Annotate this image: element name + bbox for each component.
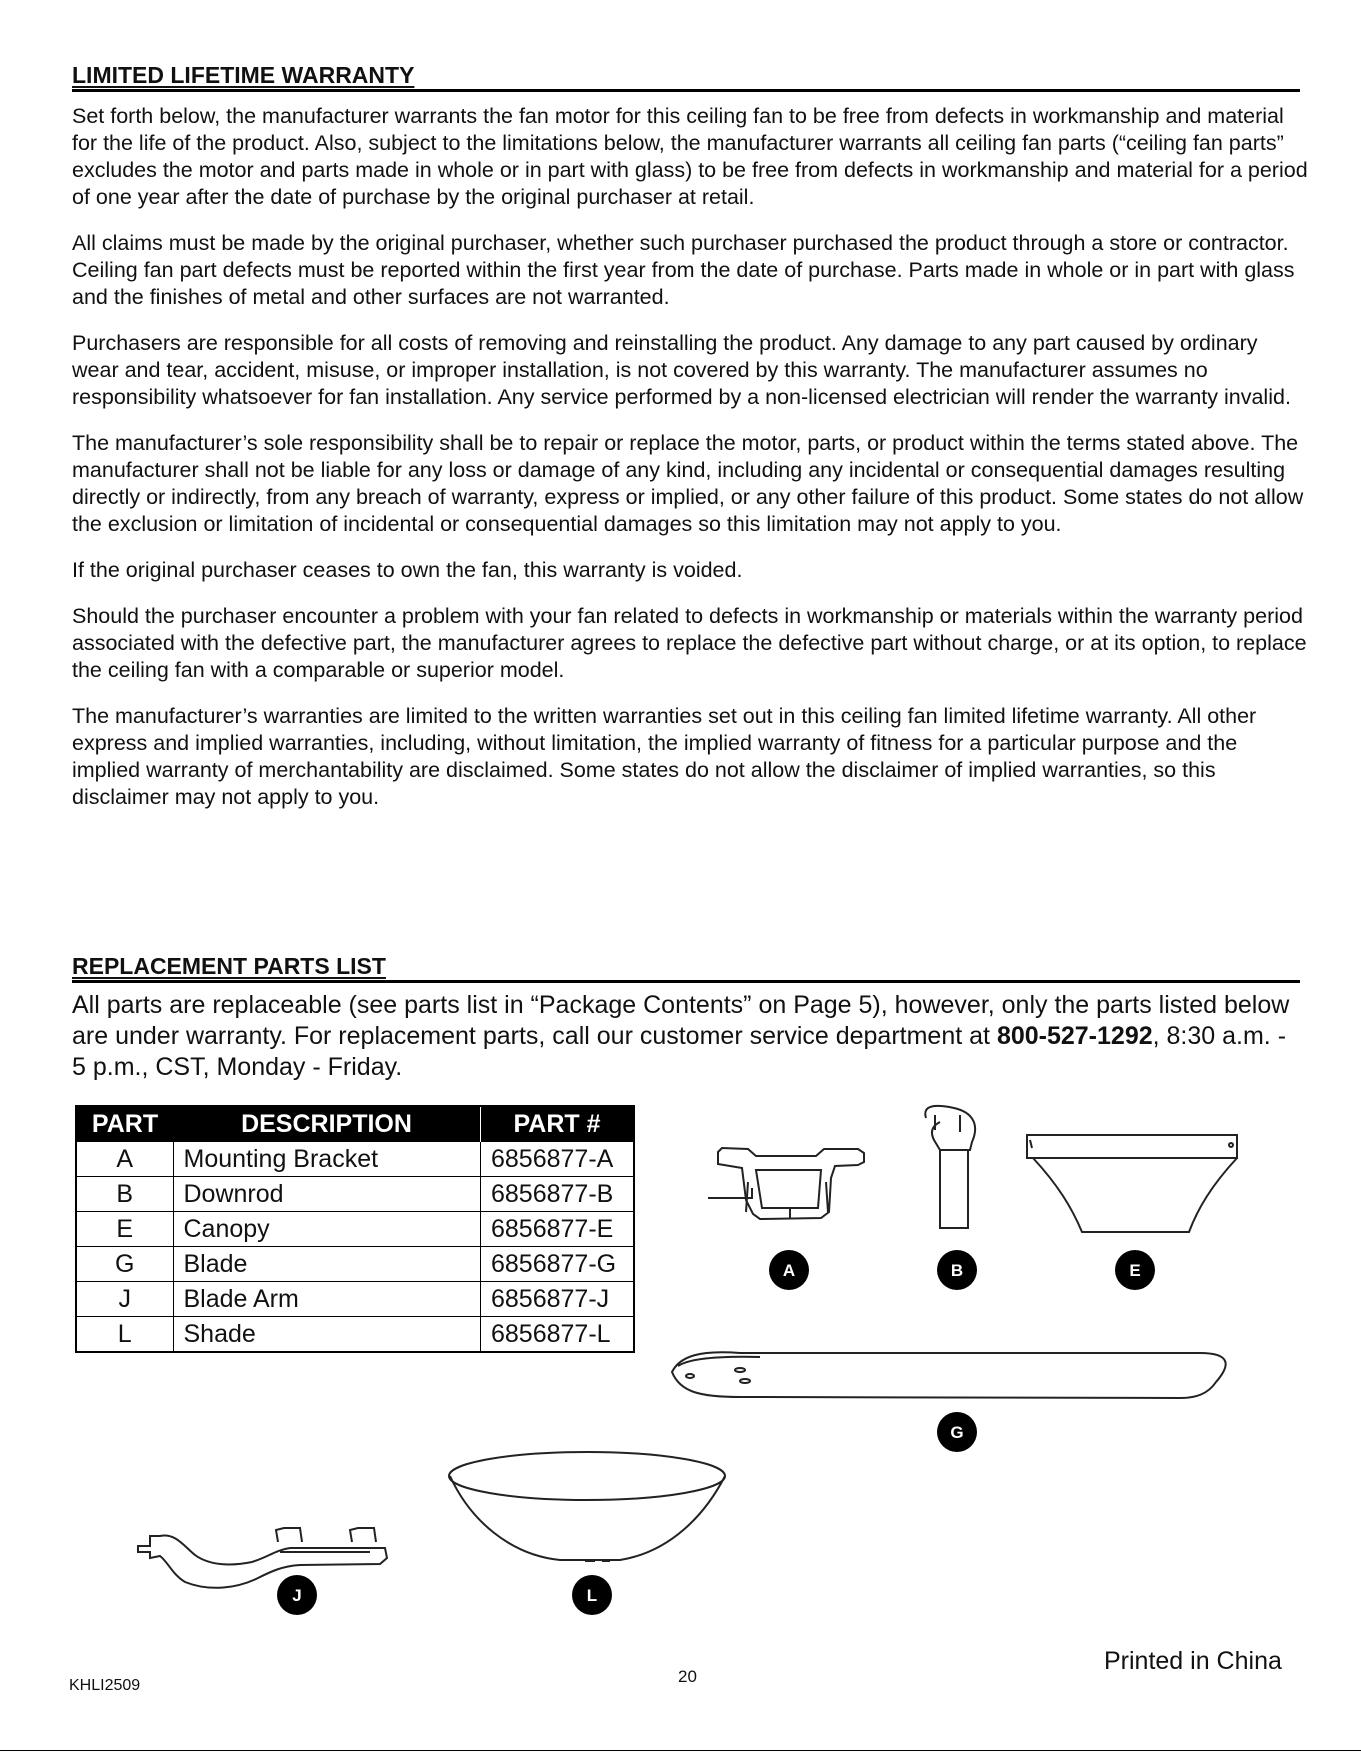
part-number: 6856877-A xyxy=(481,1142,635,1177)
column-header-part-number: PART # xyxy=(481,1106,635,1142)
warranty-paragraph: The manufacturer’s warranties are limited to the written warranties set out in this ceiling fan limited lifetime warranty. All other express and implied warranties, including, without limitation, the implied warranty of fitness for a particular purpose and the implied warranty of merchantability are disclaimed. Some states do not allow the disclaimer of implied warranties, so this disclaimer may not apply to you. xyxy=(72,704,1257,809)
page-number: 20 xyxy=(678,1667,697,1686)
badge-j-label: J xyxy=(292,1586,302,1605)
part-number: 6856877-E xyxy=(481,1212,635,1247)
blade-arm-drawing xyxy=(138,1528,387,1588)
column-header-description: DESCRIPTION xyxy=(173,1106,481,1142)
model-number: KHLI2509 xyxy=(69,1677,141,1694)
part-number: 6856877-B xyxy=(481,1177,635,1212)
part-description: Blade xyxy=(173,1247,481,1282)
parts-list-heading: REPLACEMENT PARTS LIST xyxy=(72,953,1300,983)
part-number: 6856877-J xyxy=(481,1282,635,1317)
part-letter: B xyxy=(76,1177,173,1212)
column-header-part: PART xyxy=(76,1106,173,1142)
printed-in: Printed in China xyxy=(1104,1647,1282,1675)
canopy-drawing xyxy=(1027,1135,1237,1232)
badge-e-label: E xyxy=(1129,1261,1141,1280)
warranty-paragraph: The manufacturer’s sole responsibility shall be to repair or replace the motor, parts, or product within the terms stated above. The manufacturer shall not be liable for any loss or damage of any kind, including any incidental or consequential damages resulting directly or indirectly, from any breach of warranty, express or implied, or any other failure of this product. Some states do not allow the exclusion or limitation of incidental or consequential damages so this limitation may not apply to you. xyxy=(72,431,1304,536)
warranty-paragraph: Purchasers are responsible for all costs of removing and reinstalling the product. Any damage to any part caused by ordinary wear and tear, accident, misuse, or improper installation, is not covered by this warranty. The manufacturer assumes no responsibility whatsoever for fan installation. Any service performed by a non-licensed electrician will render the warranty invalid. xyxy=(72,331,1291,409)
badge-a-label: A xyxy=(782,1261,796,1280)
badge-g-label: G xyxy=(950,1423,964,1442)
part-letter: L xyxy=(76,1317,173,1353)
warranty-paragraph: If the original purchaser ceases to own the fan, this warranty is voided. xyxy=(72,558,743,582)
part-label-badges xyxy=(277,1250,1155,1615)
parts-intro: All parts are replaceable (see parts list in “Package Contents” on Page 5), however, only the parts listed below are under warranty. For replacement parts, call our customer service department at 800-527-1292, 8:30 a.m. - 5 p.m., CST, Monday - Friday. xyxy=(72,991,1290,1081)
badge-l-label: L xyxy=(586,1586,598,1605)
shade-drawing xyxy=(449,1452,725,1561)
part-number: 6856877-G xyxy=(481,1247,635,1282)
warranty-paragraph: All claims must be made by the original purchaser, whether such purchaser purchased the product through a store or contractor. Ceiling fan part defects must be reported within the first year from the date of purchase. Parts made in whole or in part with glass and the finishes of metal and other surfaces are not warranted. xyxy=(72,231,1295,309)
mounting-bracket-drawing xyxy=(708,1148,864,1219)
blade-drawing xyxy=(672,1352,1226,1398)
part-description: Canopy xyxy=(173,1212,481,1247)
part-number: 6856877-L xyxy=(481,1317,635,1353)
part-letter: A xyxy=(76,1142,173,1177)
warranty-paragraph: Set forth below, the manufacturer warrants the fan motor for this ceiling fan to be free from defects in workmanship and material for the life of the product. Also, subject to the limitations below, the manufacturer warrants all ceiling fan parts (“ceiling fan parts” excludes the motor and parts made in whole or in part with glass) to be free from defects in workmanship and material for a period of one year after the date of purchase by the original purchaser at retail. xyxy=(72,104,1308,209)
part-description: Shade xyxy=(173,1317,481,1353)
badge-b-label: B xyxy=(950,1261,964,1280)
warranty-heading: LIMITED LIFETIME WARRANTY xyxy=(72,62,1300,92)
warranty-paragraph: Should the purchaser encounter a problem with your fan related to defects in workmanship or materials within the warranty period associated with the defective part, the manufacturer agrees to replace the defective part without charge, or at its option, to replace the ceiling fan with a comparable or superior model. xyxy=(72,604,1307,682)
bottom-rule xyxy=(0,1750,1361,1751)
part-letter: G xyxy=(76,1247,173,1282)
customer-service-phone: 800-527-1292 xyxy=(996,1022,1153,1050)
part-letter: E xyxy=(76,1212,173,1247)
part-description: Blade Arm xyxy=(173,1282,481,1317)
downrod-drawing xyxy=(925,1106,975,1228)
part-description: Mounting Bracket xyxy=(173,1142,481,1177)
part-letter: J xyxy=(76,1282,173,1317)
part-description: Downrod xyxy=(173,1177,481,1212)
